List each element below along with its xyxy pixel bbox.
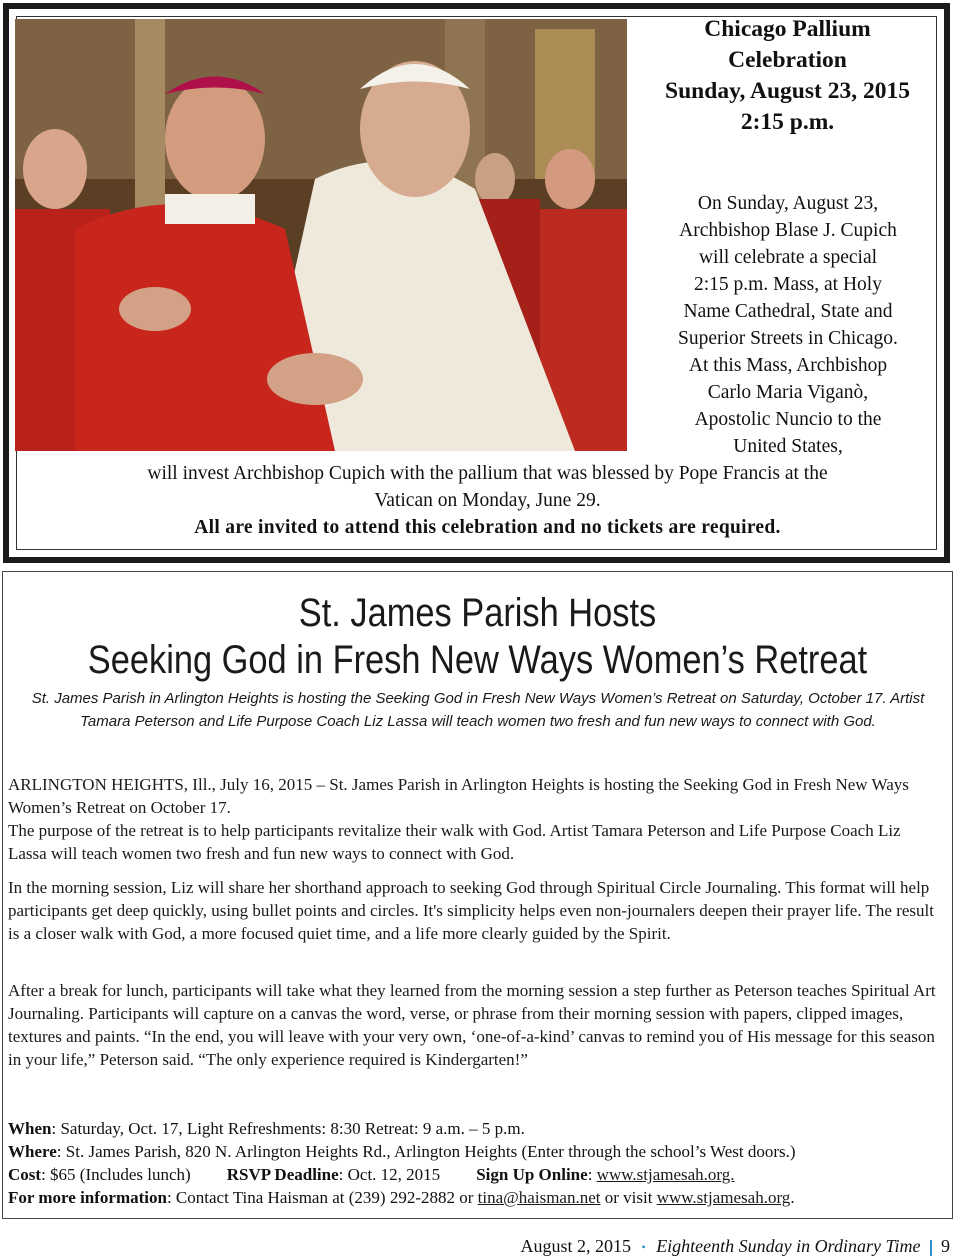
when-label: When [8,1119,52,1138]
pallium-wide-text [20,460,955,541]
body-line: Name Cathedral, State and [683,301,893,322]
title-line: Sunday, August 23, 2015 [665,78,910,104]
page-number: 9 [941,1236,950,1256]
page-footer [520,1236,950,1257]
when-line [8,1117,948,1140]
body-line: 2:15 p.m. Mass, at Holy [694,274,882,295]
divider-bar [930,1240,932,1256]
event-details [8,1117,948,1209]
pallium-title [640,14,935,138]
signup-label: Sign Up Online [476,1165,588,1184]
body-line: At this Mass, Archbishop [688,355,888,376]
headline-line: St. James Parish Hosts [298,591,657,635]
info-value: : Contact Tina Haisman at (239) 292-2882 or [166,1188,478,1207]
wide-line: will invest Archbishop Cupich with the pallium that was blessed by Pope Francis at the [147,463,828,484]
where-value: : St. James Parish, 820 N. Arlington Heights Rd., Arlington Heights (Enter through the school’s West doors.) [56,1142,796,1161]
signup-sep: : [587,1165,597,1184]
signup-link[interactable]: www.stjamesah.org. [596,1165,735,1184]
where-label: Where [8,1142,57,1161]
cost-label: Cost [8,1165,42,1184]
headline-line: Seeking God in Fresh New Ways Women’s Retreat [87,638,868,682]
invitation-line: All are invited to attend this celebration and no tickets are required. [194,517,781,538]
title-line: Celebration [728,47,847,73]
liturgical-occasion: Eighteenth Sunday in Ordinary Time [656,1236,921,1256]
info-end: . [790,1188,795,1207]
retreat-headline [0,590,955,684]
cost-value: : $65 (Includes lunch) [41,1165,191,1184]
retreat-subheadline: St. James Parish in Arlington Heights is hosting the Seeking God in Fresh New Ways Women’s Retreat on Saturday, October 17. Artist Tamara Peterson and Life Purpose Coach Liz Lassa will teach women two fresh and fun new ways to connect with God. [31,690,925,730]
wide-line: Vatican on Monday, June 29. [374,490,601,511]
body-line: will celebrate a special [698,247,878,268]
body-line: Superior Streets in Chicago. [678,328,898,349]
title-line: 2:15 p.m. [740,109,835,135]
info-label: For more information [8,1188,167,1207]
pallium-body [628,190,948,460]
body-line: United States, [733,436,843,457]
website-link[interactable]: www.stjamesah.org [656,1188,791,1207]
info-mid: or visit [600,1188,657,1207]
article-paragraph: In the morning session, Liz will share her shorthand approach to seeking God through Spiritual Circle Journaling. This format will help participants get deep quickly, using bullet points and circles. It's simplicity helps even non-journalers deepen their prayer life. The result is a closer walk with God, a more focused quiet time, and a life more clearly guided by the Spirit. [8,878,934,943]
info-line [8,1186,948,1209]
body-line: Archbishop Blase J. Cupich [679,220,897,241]
body-line: Apostolic Nuncio to the [694,409,882,430]
where-line [8,1140,948,1163]
when-value: : Saturday, Oct. 17, Light Refreshments: 8:30 Retreat: 9 a.m. – 5 p.m. [51,1119,525,1138]
issue-date: August 2, 2015 [520,1236,631,1256]
rsvp-value: : Oct. 12, 2015 [338,1165,441,1184]
email-link[interactable]: tina@haisman.net [477,1188,601,1207]
body-line: Carlo Maria Viganò, [707,382,869,403]
rsvp-label: RSVP Deadline [226,1165,339,1184]
pope-archbishop-photo [15,19,627,451]
article-paragraph: ARLINGTON HEIGHTS, Ill., July 16, 2015 – St. James Parish in Arlington Heights is hosting the Seeking God in Fresh New Ways Women’s Retreat on October 17. The purpose of the retreat is to help participants revitalize their walk with God. Artist Tamara Peterson and Life Purpose Coach Liz Lassa will teach women two fresh and fun new ways to connect with God. [8,775,909,863]
body-line: On Sunday, August 23, [697,193,879,214]
article-paragraph: After a break for lunch, participants will take what they learned from the morning session a step further as Peterson teaches Spiritual Art Journaling. Participants will capture on a canvas the word, verse, or phrase from their morning session with papers, clipped images, textures and paints. “In the end, you will leave with your very own, ‘one-of-a-kind’ canvas to remind you of His message for this season in your life,” Peterson said. “The only experience required is Kindergarten!” [8,981,936,1069]
cost-line [8,1163,948,1186]
bullet-separator: • [641,1240,646,1255]
title-line: Chicago Pallium [704,16,871,42]
